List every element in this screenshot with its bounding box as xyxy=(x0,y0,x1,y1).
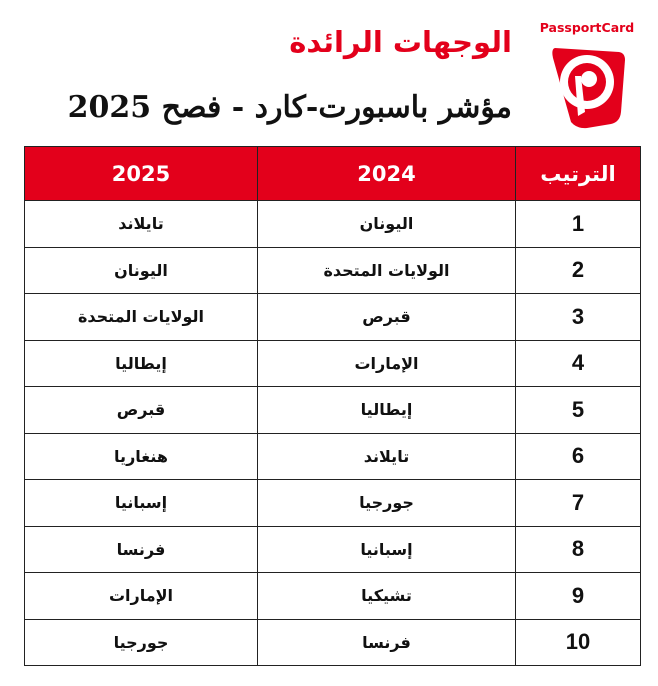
header-rank: الترتيب xyxy=(516,147,641,201)
cell-2025: هنغاريا xyxy=(25,433,258,480)
rank-cell: 5 xyxy=(516,387,641,434)
cell-2024: قبرص xyxy=(258,294,516,341)
passportcard-logo xyxy=(532,20,642,132)
table-row xyxy=(25,387,641,434)
table-header-row xyxy=(25,147,641,201)
table-row xyxy=(25,526,641,573)
rank-cell: 4 xyxy=(516,340,641,387)
cell-2024: الإمارات xyxy=(258,340,516,387)
cell-2025: الإمارات xyxy=(25,573,258,620)
cell-2024: إيطاليا xyxy=(258,387,516,434)
rank-cell: 6 xyxy=(516,433,641,480)
cell-2025: الولايات المتحدة xyxy=(25,294,258,341)
cell-2025: اليونان xyxy=(25,247,258,294)
rank-cell: 7 xyxy=(516,480,641,527)
cell-2025: قبرص xyxy=(25,387,258,434)
page-subtitle: مؤشر باسبورت-كارد - فصح 2025 xyxy=(67,90,512,125)
rank-cell: 9 xyxy=(516,573,641,620)
passportcard-p-logo-icon xyxy=(547,42,627,130)
table-row xyxy=(25,619,641,666)
cell-2024: فرنسا xyxy=(258,619,516,666)
cell-2025: إيطاليا xyxy=(25,340,258,387)
table-row xyxy=(25,201,641,248)
rank-cell: 3 xyxy=(516,294,641,341)
destinations-table xyxy=(24,146,641,666)
cell-2024: الولايات المتحدة xyxy=(258,247,516,294)
cell-2024: إسبانيا xyxy=(258,526,516,573)
page-title: الوجهات الرائدة xyxy=(289,25,512,59)
table-row xyxy=(25,433,641,480)
header-2024: 2024 xyxy=(258,147,516,201)
header-2025: 2025 xyxy=(25,147,258,201)
cell-2024: جورجيا xyxy=(258,480,516,527)
cell-2025: تايلاند xyxy=(25,201,258,248)
rank-cell: 2 xyxy=(516,247,641,294)
cell-2024: تشيكيا xyxy=(258,573,516,620)
rank-cell: 10 xyxy=(516,619,641,666)
cell-2025: فرنسا xyxy=(25,526,258,573)
table-row xyxy=(25,480,641,527)
cell-2024: اليونان xyxy=(258,201,516,248)
cell-2024: تايلاند xyxy=(258,433,516,480)
cell-2025: إسبانيا xyxy=(25,480,258,527)
table-row xyxy=(25,573,641,620)
rank-cell: 1 xyxy=(516,201,641,248)
cell-2025: جورجيا xyxy=(25,619,258,666)
rank-cell: 8 xyxy=(516,526,641,573)
table-row xyxy=(25,294,641,341)
table-row xyxy=(25,247,641,294)
logo-wordmark: PassportCard xyxy=(539,20,635,35)
table-row xyxy=(25,340,641,387)
